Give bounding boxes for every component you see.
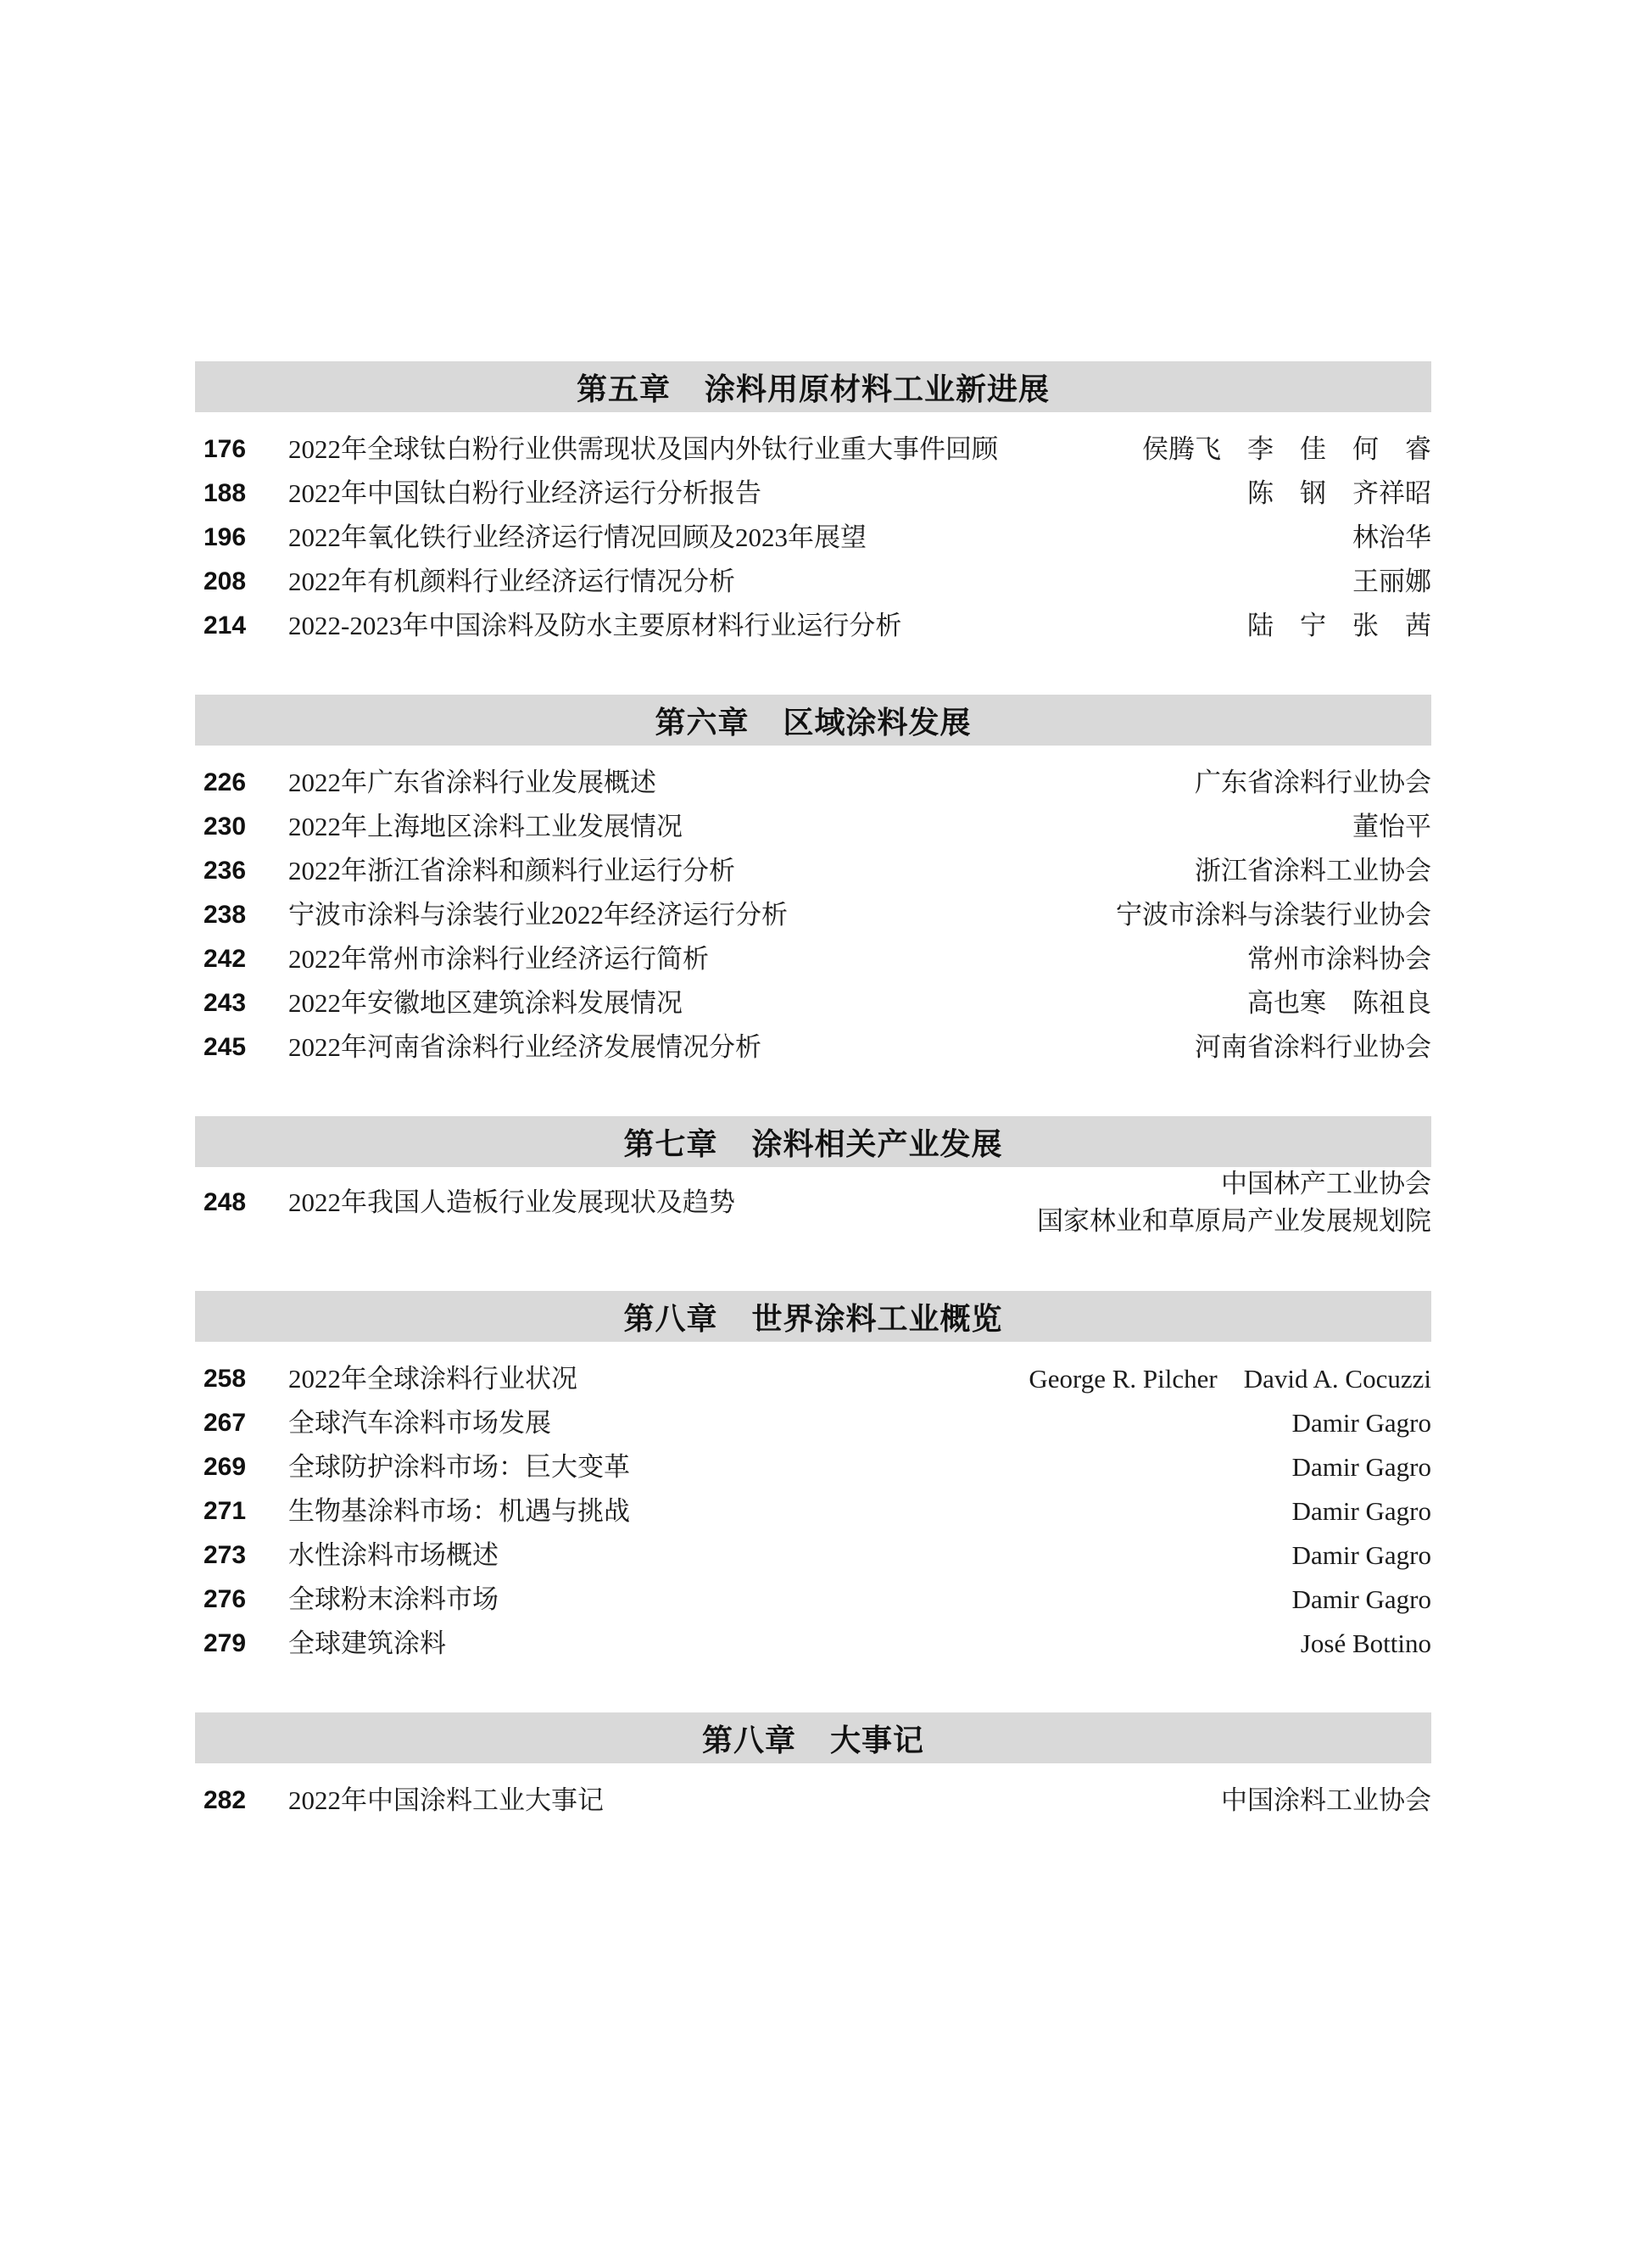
toc-section-9 <box>195 1712 1431 1823</box>
entry-author-line: 国家林业和草原局产业发展规划院 <box>1037 1206 1431 1236</box>
entry-page-number: 230 <box>204 813 247 841</box>
entry-title: 2022年中国钛白粉行业经济运行分析报告 <box>288 478 761 508</box>
chapter-5-header-bar <box>195 361 1431 412</box>
entry-title: 全球建筑涂料 <box>288 1628 446 1658</box>
chapter-7-header-bar <box>195 1116 1431 1167</box>
toc-section-5 <box>195 361 1431 648</box>
chapter-5-title: 涂料用原材料工业新进展 <box>705 371 1051 406</box>
table-of-contents <box>195 361 1431 1869</box>
chapter-9-title: 大事记 <box>830 1722 925 1757</box>
entry-title: 全球汽车涂料市场发展 <box>288 1408 551 1438</box>
toc-entry <box>195 1578 1431 1622</box>
entry-title: 2022年浙江省涂料和颜料行业运行分析 <box>288 856 735 885</box>
entry-authors: 高也寒 陈祖良 <box>1247 988 1431 1018</box>
entry-page-number: 273 <box>204 1541 247 1569</box>
entry-page-number: 258 <box>204 1365 247 1393</box>
entry-page-number: 282 <box>204 1786 247 1814</box>
chapter-7-label: 第七章 <box>623 1126 718 1161</box>
entry-title: 2022年全球涂料行业状况 <box>288 1364 577 1394</box>
toc-entry <box>195 472 1431 516</box>
chapter-9-header-bar <box>195 1712 1431 1763</box>
entry-authors: 林治华 <box>1352 522 1431 552</box>
entry-page-number: 226 <box>204 768 247 796</box>
entry-title: 2022年全球钛白粉行业供需现状及国内外钛行业重大事件回顾 <box>288 434 998 464</box>
entry-authors: 浙江省涂料工业协会 <box>1195 856 1431 885</box>
entry-authors: 中国涂料工业协会 <box>1221 1785 1431 1815</box>
toc-entry <box>195 427 1431 472</box>
chapter-6-header-bar <box>195 695 1431 746</box>
toc-entry <box>195 1401 1431 1445</box>
entry-title: 2022年中国涂料工业大事记 <box>288 1785 604 1815</box>
toc-entry <box>195 516 1431 560</box>
toc-entry <box>195 761 1431 805</box>
chapter-7-entries <box>195 1167 1431 1235</box>
entry-title: 2022年氧化铁行业经济运行情况回顾及2023年展望 <box>288 522 867 552</box>
entry-authors: 王丽娜 <box>1352 567 1431 596</box>
entry-authors: 陈 钢 齐祥昭 <box>1247 478 1431 508</box>
entry-page-number: 243 <box>204 989 247 1017</box>
toc-entry <box>195 1533 1431 1578</box>
entry-page-number: 267 <box>204 1409 247 1437</box>
toc-entry <box>195 1170 1431 1235</box>
chapter-8-title: 世界涂料工业概览 <box>751 1300 1003 1336</box>
entry-page-number: 236 <box>204 857 247 885</box>
chapter-9-label: 第八章 <box>701 1722 796 1757</box>
entry-page-number: 238 <box>204 901 247 929</box>
entry-authors: 河南省涂料行业协会 <box>1195 1032 1431 1062</box>
entry-authors: José Bottino <box>1300 1628 1431 1658</box>
toc-entry <box>195 1445 1431 1489</box>
toc-entry <box>195 1489 1431 1533</box>
entry-authors: Damir Gagro <box>1291 1452 1431 1482</box>
entry-page-number: 271 <box>204 1497 247 1525</box>
entry-page-number: 214 <box>204 612 247 640</box>
toc-entry <box>195 1025 1431 1070</box>
entry-authors: Damir Gagro <box>1291 1540 1431 1570</box>
entry-authors: 侯腾飞 李 佳 何 睿 <box>1142 434 1431 464</box>
entry-title: 全球粉末涂料市场 <box>288 1584 499 1614</box>
toc-entry <box>195 981 1431 1025</box>
chapter-6-title: 区域涂料发展 <box>783 704 972 740</box>
entry-page-number: 276 <box>204 1585 247 1613</box>
toc-entry <box>195 937 1431 981</box>
toc-entry <box>195 604 1431 648</box>
entry-title: 全球防护涂料市场：巨大变革 <box>288 1452 630 1482</box>
entry-page-number: 188 <box>204 479 247 507</box>
chapter-7-title: 涂料相关产业发展 <box>751 1126 1003 1161</box>
entry-title: 2022年我国人造板行业发展现状及趋势 <box>288 1187 735 1217</box>
entry-title: 生物基涂料市场：机遇与挑战 <box>288 1496 630 1526</box>
entry-authors: 董怡平 <box>1352 812 1431 841</box>
entry-authors: 广东省涂料行业协会 <box>1195 768 1431 797</box>
entry-title: 2022年河南省涂料行业经济发展情况分析 <box>288 1032 761 1062</box>
entry-title: 2022年有机颜料行业经济运行情况分析 <box>288 567 735 596</box>
toc-entry <box>195 893 1431 937</box>
toc-entry <box>195 1357 1431 1401</box>
toc-entry <box>195 1779 1431 1823</box>
toc-entry <box>195 560 1431 604</box>
chapter-6-label: 第六章 <box>655 704 750 740</box>
entry-authors: 常州市涂料协会 <box>1247 944 1431 974</box>
chapter-8-label: 第八章 <box>623 1300 718 1336</box>
entry-title: 2022年常州市涂料行业经济运行简析 <box>288 944 709 974</box>
entry-page-number: 208 <box>204 567 247 595</box>
entry-authors: Damir Gagro <box>1291 1408 1431 1438</box>
entry-title: 2022-2023年中国涂料及防水主要原材料行业运行分析 <box>288 611 902 640</box>
entry-page-number: 196 <box>204 523 247 551</box>
entry-page-number: 245 <box>204 1033 247 1061</box>
toc-section-6 <box>195 695 1431 1070</box>
chapter-8-entries <box>195 1342 1431 1666</box>
entry-authors: 宁波市涂料与涂装行业协会 <box>1116 900 1431 930</box>
entry-authors: Damir Gagro <box>1291 1496 1431 1526</box>
entry-title: 宁波市涂料与涂装行业2022年经济运行分析 <box>288 900 788 930</box>
entry-page-number: 176 <box>204 435 247 463</box>
chapter-9-entries <box>195 1763 1431 1823</box>
entry-authors: Damir Gagro <box>1291 1584 1431 1614</box>
entry-page-number: 279 <box>204 1629 247 1657</box>
chapter-6-entries <box>195 746 1431 1070</box>
toc-entry <box>195 1622 1431 1666</box>
chapter-5-entries <box>195 412 1431 648</box>
entry-page-number: 242 <box>204 945 247 973</box>
chapter-8-header-bar <box>195 1291 1431 1342</box>
toc-section-8 <box>195 1291 1431 1666</box>
entry-title: 2022年安徽地区建筑涂料发展情况 <box>288 988 683 1018</box>
entry-page-number: 269 <box>204 1453 247 1481</box>
toc-section-7 <box>195 1116 1431 1235</box>
chapter-5-label: 第五章 <box>576 371 671 406</box>
toc-entry <box>195 849 1431 893</box>
entry-authors: George R. Pilcher David A. Cocuzzi <box>1029 1364 1431 1394</box>
entry-title: 2022年广东省涂料行业发展概述 <box>288 768 656 797</box>
entry-title: 水性涂料市场概述 <box>288 1540 499 1570</box>
entry-authors <box>1037 1165 1431 1240</box>
toc-entry <box>195 805 1431 849</box>
entry-title: 2022年上海地区涂料工业发展情况 <box>288 812 683 841</box>
entry-page-number: 248 <box>204 1188 247 1216</box>
entry-authors: 陆 宁 张 茜 <box>1247 611 1431 640</box>
entry-author-line: 中国林产工业协会 <box>1221 1169 1431 1198</box>
